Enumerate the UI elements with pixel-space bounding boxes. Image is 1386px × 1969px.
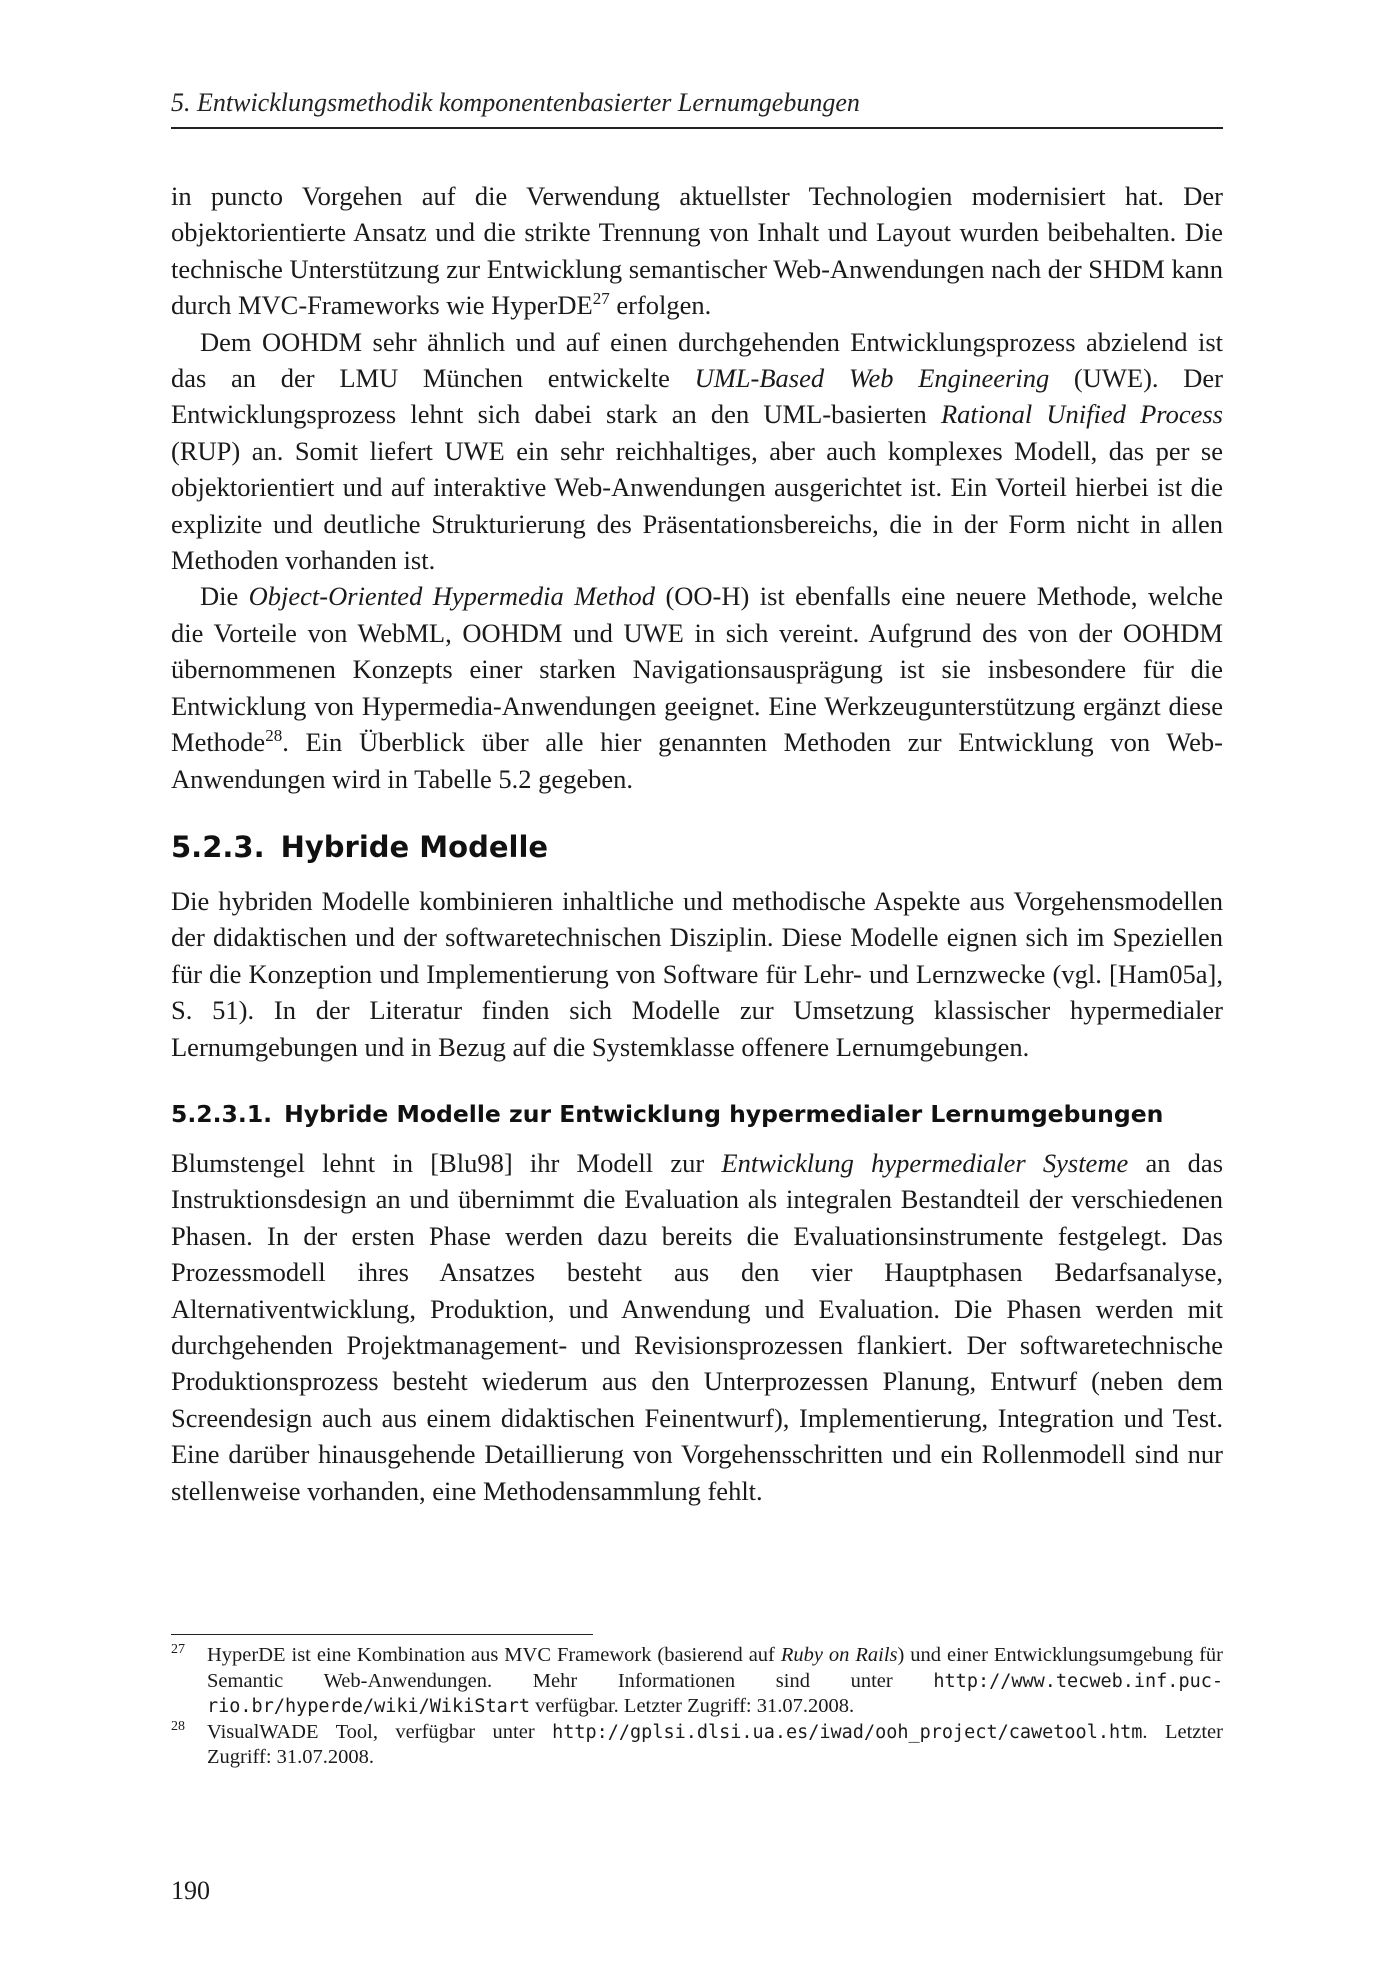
- paragraph-5: Blumstengel lehnt in [Blu98] ihr Modell zur Entwicklung hypermedialer Systeme an das Instruktionsdesign an und übernimmt die Evaluation als integralen Bestandteil der verschiedenen Phasen. In der ersten Phase werden dazu bereits die Evaluationsinstrumente festgelegt. Das Prozessmodell ihres Ansatzes besteht aus den vier Hauptphasen Bedarfsanalyse, Alternativentwicklung, Produktion, und Anwendung und Evaluation. Die Phasen werden mit durchgehenden Projektmanagement- und Revisionsprozessen flankiert. Der softwaretechnische Produktionsprozess besteht wiederum aus den Unterprozessen Planung, Entwurf (neben dem Screendesign auch aus einem didaktischen Feinentwurf), Implementierung, Integration und Test. Eine darüber hinausgehende Detaillierung von Vorgehensschritten und ein Rollenmodell sind nur stellenweise vorhanden, eine Methodensammlung fehlt.: [171, 1147, 1224, 1506]
- footnote-url-link[interactable]: http://gplsi.dlsi.ua.es/iwad/ooh_project/cawetool.htm: [552, 1721, 1143, 1743]
- paragraph-1: in puncto Vorgehen auf die Verwendung aktuellster Technologien modernisiert hat. Der objektorientierte Ansatz und die strikte Trennung von Inhalt und Layout wurden beibehalten. Die technische Unterstützung zur Entwicklung semantischer Web-Anwendungen nach der SHDM kann durch MVC-Frameworks wie HyperDE$^{27}$ erfolgen.: [171, 181, 1223, 321]
- paragraph-3: Die Object-Oriented Hypermedia Method (OO-H) ist ebenfalls eine neuere Methode, welche die Vorteile von WebML, OOHDM und UWE in sich vereint. Aufgrund des von der OOHDM übernommenen Konzepts einer starken Navigationsausprägung ist sie insbesondere für die Entwicklung von Hypermedia-Anwendungen geeignet. Eine Werkzeugunterstützung ergänzt diese Methode$^{28}$. Ein Überblick über alle hier genannten Methoden zur Entwicklung von Web-Anwendungen wird in Tabelle 5.2 gegeben.: [171, 581, 1223, 794]
- paragraph-2: Dem OOHDM sehr ähnlich und auf einen durchgehenden Entwicklungsprozess abzielend ist das an der LMU München entwickelte UML-Based Web Engineering (UWE). Der Entwicklungsprozess lehnt sich dabei stark an den UML-basierten Rational Unified Process (RUP) an. Somit liefert UWE ein sehr reichhaltiges, aber auch komplexes Modell, das per se objektorientiert und auf interaktive Web-Anwendungen ausgerichtet ist. Ein Vorteil hierbei ist die explizite und deutliche Strukturierung des Präsentationsbereichs, die in der Form nicht in allen Methoden vorhanden ist.: [171, 326, 1223, 576]
- body-text: [171, 178, 1223, 1509]
- footnote-mark: 28: [171, 1718, 185, 1734]
- paragraph-4: Die hybriden Modelle kombinieren inhaltliche und methodische Aspekte aus Vorgehensmodellen der didaktischen und der softwaretechnischen Disziplin. Diese Modelle eignen sich im Speziellen für die Konzeption und Implementierung von Software für Lehr- und Lernzwecke (vgl. [Ham05a], S. 51). In der Literatur finden sich Modelle zur Umsetzung klassischer hypermedialer Lernumgebungen und in Bezug auf die Systemklasse offenere Lernumgebungen.: [171, 885, 1223, 1062]
- section-number: 5.2.3.: [171, 829, 265, 864]
- subsection-title: Hybride Modelle zur Entwicklung hypermedialer Lernumgebungen: [284, 1099, 1164, 1128]
- footnote-27: 27 HyperDE ist eine Kombination aus MVC Framework (basierend auf Ruby on Rails) und einer Entwicklungsumgebung für Semantic Web-Anwendungen. Mehr Informationen sind unter http://www.tecweb.inf.puc-rio.br/hyperde/wiki/WikiStart verfügbar. Letzter Zugriff: 31.07.2008.: [171, 1643, 1223, 1720]
- footnote-mark: 27: [171, 1642, 185, 1657]
- footnote-ref-27[interactable]: 27: [592, 289, 610, 309]
- subsection-heading: [171, 1097, 1223, 1131]
- header-rule: [171, 127, 1223, 129]
- footnote-28: 28 VisualWADE Tool, verfügbar unter http://gplsi.dlsi.ua.es/iwad/ooh_project/cawetool.htm. Letzter Zugriff: 31.07.2008.: [171, 1720, 1223, 1771]
- footnote-rule: [171, 1634, 593, 1635]
- page-number: 190: [171, 1876, 210, 1905]
- running-header: 5. Entwicklungsmethodik komponentenbasierter Lernumgebungen: [171, 88, 860, 117]
- footnote-ref-28[interactable]: 28: [265, 726, 283, 746]
- section-title: Hybride Modelle: [280, 829, 549, 864]
- footnotes: [171, 1643, 1223, 1771]
- section-heading: [171, 827, 1223, 867]
- footnote-url-link[interactable]: http://www.tecweb.inf.puc-rio.br/hyperde/wiki/WikiStart: [207, 1670, 1223, 1717]
- subsection-number: 5.2.3.1.: [171, 1099, 273, 1128]
